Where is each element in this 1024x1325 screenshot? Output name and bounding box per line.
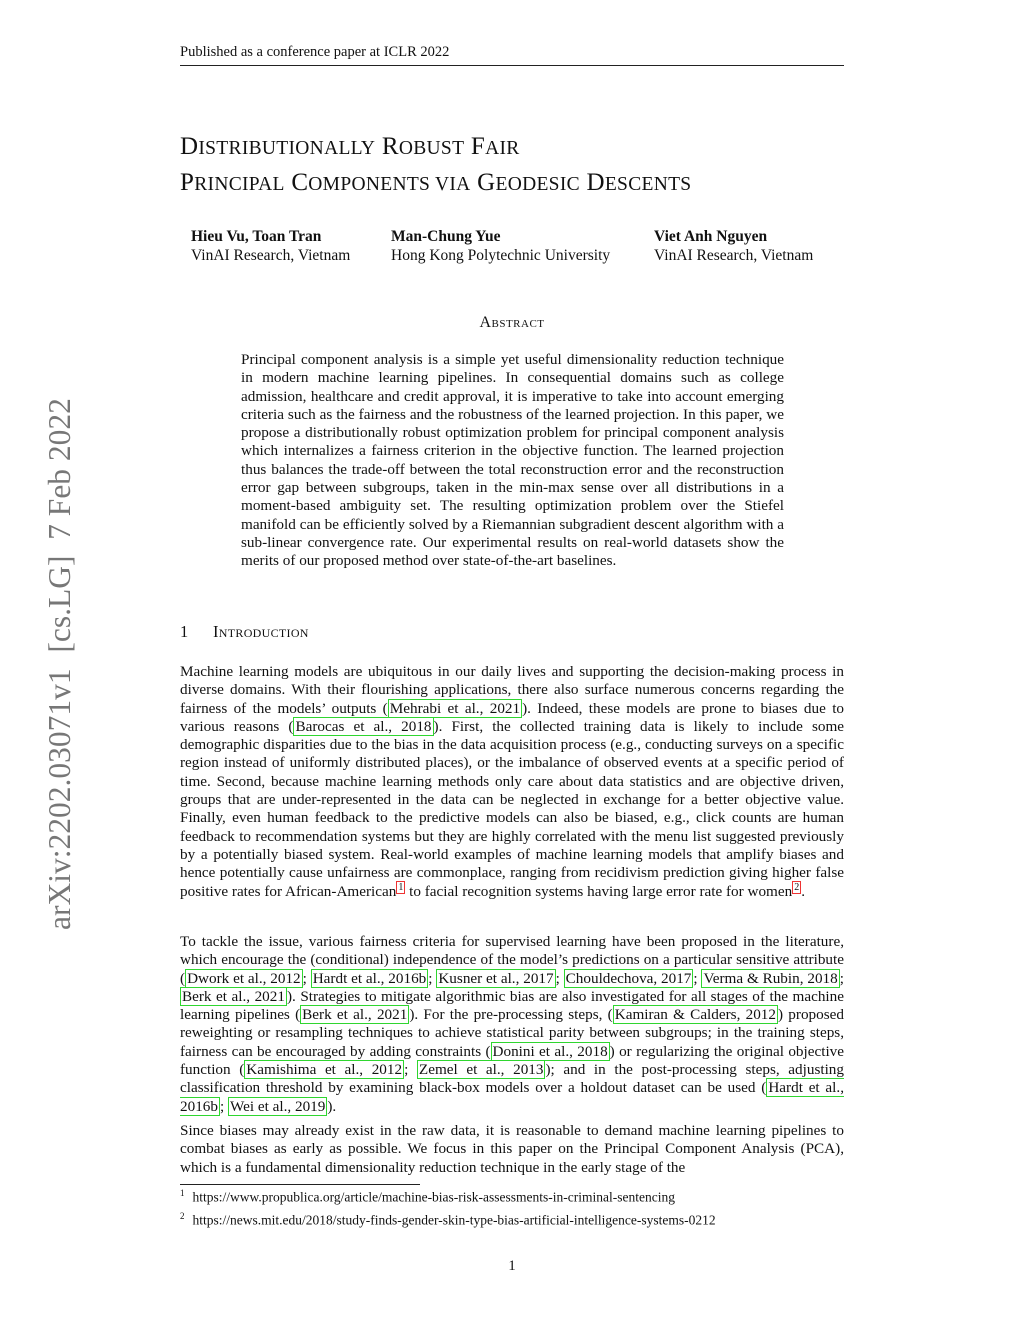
- citation-link[interactable]: Mehrabi et al., 2021: [389, 699, 521, 717]
- title-word: DISTRIBUTIONALLY: [180, 133, 376, 160]
- citation-link[interactable]: Kusner et al., 2017: [438, 969, 554, 987]
- author-affiliation: VinAI Research, Vietnam: [654, 247, 814, 264]
- footnote-url[interactable]: https://www.propublica.org/article/machine-bias-risk-assessments-in-criminal-sentencing: [192, 1189, 675, 1205]
- title-line-2: [180, 166, 880, 202]
- abstract-heading: Abstract: [479, 314, 545, 331]
- footnote-mark: 1: [180, 1188, 185, 1198]
- author-affiliation: Hong Kong Polytechnic University: [391, 247, 611, 264]
- title-word: ROBUST: [381, 133, 465, 160]
- footnote-rule: [180, 1184, 420, 1185]
- title-line-1: [180, 130, 880, 166]
- author-names: Man-Chung Yue: [391, 228, 501, 245]
- citation-link[interactable]: Kamishima et al., 2012: [246, 1061, 403, 1079]
- footnote-mark: 2: [180, 1211, 185, 1221]
- author-names: Viet Anh Nguyen: [654, 228, 768, 245]
- footnote-2: [180, 1211, 716, 1229]
- citation-link[interactable]: Berk et al., 2021: [302, 1006, 408, 1024]
- title-word: COMPONENTS VIA: [291, 169, 471, 196]
- citation-link[interactable]: Chouldechova, 2017: [565, 969, 692, 987]
- section-title: Introduction: [213, 622, 309, 641]
- citation-link[interactable]: Donini et al., 2018: [492, 1042, 608, 1060]
- running-header: Published as a conference paper at ICLR 2022: [180, 44, 844, 66]
- citation-link[interactable]: Zemel et al., 2013: [418, 1061, 544, 1079]
- footnote-url[interactable]: https://news.mit.edu/2018/study-finds-gender-skin-type-bias-artificial-intelligence-systems-0212: [192, 1212, 716, 1228]
- citation-link[interactable]: Wei et al., 2019: [230, 1097, 326, 1115]
- arxiv-watermark: arXiv:2202.03071v1 [cs.LG] 7 Feb 2022: [42, 398, 77, 930]
- author-affiliation: VinAI Research, Vietnam: [191, 247, 351, 264]
- footnote-1: [180, 1188, 675, 1206]
- title-word: DESCENTS: [586, 169, 692, 196]
- author-block-3: [654, 227, 813, 265]
- citation-link[interactable]: Hardt et al., 2016b: [180, 1079, 844, 1115]
- paper-title: [180, 130, 880, 202]
- abstract-text: Principal component analysis is a simple yet useful dimensionality reduction technique in modern machine learning pipelines. In consequential domains such as college admission, healthcare and credit approval, it is imperative to take into account emerging criteria such as the fairness and the robustness of the learned projection. In this paper, we propose a distributionally robust optimization problem for principal component analysis which internalizes a fairness criterion in the objective function. The learned projection thus balances the trade-off between the total reconstruction error and the reconstruction error gap between subgroups, taken in the min-max sense over all distributions in a moment-based ambiguity set. The resulting optimization problem over the Stiefel manifold can be efficiently solved by a Riemannian subgradient descent algorithm with a sub-linear convergence rate. Our experimental results on real-world datasets show the merits of our proposed method over state-of-the-art baselines.: [241, 351, 784, 570]
- citation-link[interactable]: Dwork et al., 2012: [187, 969, 301, 987]
- page-number: 1: [508, 1258, 516, 1274]
- title-word: GEODESIC: [477, 169, 580, 196]
- author-block-2: [391, 227, 610, 265]
- citation-link[interactable]: Hardt et al., 2016b: [312, 969, 427, 987]
- section-heading: [180, 622, 309, 642]
- citation-link[interactable]: Verma & Rubin, 2018: [703, 969, 838, 987]
- author-block-1: [191, 227, 350, 265]
- title-word: FAIR: [470, 133, 520, 160]
- author-names: Hieu Vu, Toan Tran: [191, 228, 322, 245]
- intro-paragraph-2: To tackle the issue, various fairness criteria for supervised learning have been proposed in the literature, which encourage the (conditional) independence of the model’s predictions on a particular sensitive attribute ( Dwork et al., 2012 ; Hardt et al., 2016b ; Kusner et al., 2017 ; Chouldechova, 2017 ; Verma & Rubin, 2018 ; Berk et al., 2021 ). Strategies to mitigate algorithmic bias are also investigated for all stages of the machine learning pipelines ( Berk et al., 2021 ). For the pre-processing steps, ( Kamiran & Calders, 2012 ) proposed reweighting or resampling techniques to achieve statistical parity between subgroups; in the training steps, fairness can be encouraged by adding constraints ( Donini et al., 2018 ) or regularizing the original objective function ( Kamishima et al., 2012 ; Zemel et al., 2013 ); and in the post-processing steps, adjusting classification threshold by examining black-box models over a holdout dataset can be used ( Hardt et al., 2016b ; Wei et al., 2019 ).: [180, 933, 844, 1115]
- citation-link[interactable]: Kamiran & Calders, 2012: [614, 1006, 776, 1024]
- intro-paragraph-1: Machine learning models are ubiquitous in our daily lives and supporting the decision-making process in diverse domains. With their flourishing applications, there also surface numerous concerns regarding the fairness of the models’ outputs ( Mehrabi et al., 2021 ). Indeed, these models are prone to biases due to various reasons ( Barocas et al., 2018 ). First, the collected training data is likely to include some demographic disparities due to the bias in the data acquisition process (e.g., conducting surveys on a specific region instead of uniformly distributed places), or the imbalance of observed events at a specific period of time. Second, because machine learning methods only care about data statistics and are objective driven, groups that are under-represented in the data can be neglected in exchange for a better objective value. Finally, even human feedback to the predictive models can also be biased, e.g., click counts are human feedback to recommendation systems but they are highly correlated with the menu list suggested previously by a potentially biased system. Real-world examples of machine learning models that amplify biases and hence potentially cause unfairness are commonplace, ranging from recidivism prediction giving higher false positive rates for African-American $^1$ to facial recognition systems having large error rate for women $^2$ .: [180, 663, 845, 900]
- citation-link[interactable]: Berk et al., 2021: [182, 987, 285, 1005]
- citation-link[interactable]: Barocas et al., 2018: [295, 717, 432, 735]
- section-number: 1: [180, 622, 189, 641]
- intro-paragraph-3: Since biases may already exist in the raw data, it is reasonable to demand machine learning pipelines to combat biases as early as possible. We focus in this paper on the Principal Component Analysis (PCA), which is a fundamental dimensionality reduction technique in the early stage of the: [180, 1122, 844, 1176]
- footnote-ref-link[interactable]: 1: [398, 881, 404, 893]
- footnote-ref-link[interactable]: 2: [794, 881, 800, 893]
- title-word: PRINCIPAL: [180, 169, 285, 196]
